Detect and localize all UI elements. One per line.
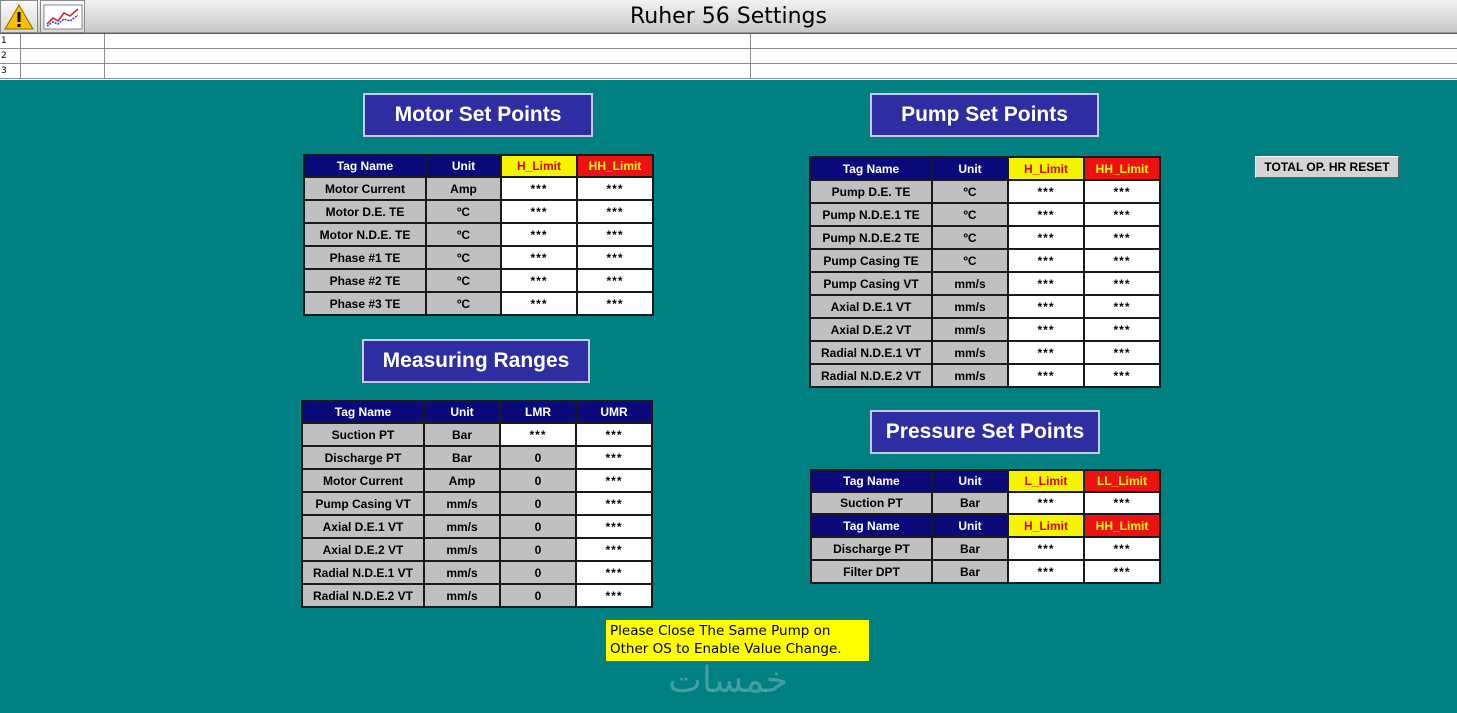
- umr-value[interactable]: ***: [576, 469, 652, 492]
- unit: ºC: [426, 269, 501, 292]
- tag-name: Phase #3 TE: [304, 292, 426, 315]
- grid-row[interactable]: [0, 64, 1457, 79]
- tag-name: Suction PT: [811, 492, 932, 514]
- pump-set-points-table: [809, 156, 1161, 388]
- tag-name: Phase #2 TE: [304, 269, 426, 292]
- col-h-limit: H_Limit: [1008, 514, 1084, 537]
- tag-name: Discharge PT: [811, 537, 932, 560]
- tag-name: Pump D.E. TE: [810, 180, 932, 203]
- table-row: [304, 292, 653, 315]
- h-limit-value[interactable]: ***: [1008, 295, 1084, 318]
- hh-limit-value[interactable]: ***: [1084, 537, 1160, 560]
- h-limit-value[interactable]: ***: [1008, 226, 1084, 249]
- unit: ºC: [932, 203, 1008, 226]
- col-unit: Unit: [932, 157, 1008, 180]
- h-limit-value[interactable]: ***: [1008, 318, 1084, 341]
- tag-name: Motor Current: [302, 469, 424, 492]
- table-row: [302, 423, 652, 446]
- hh-limit-value[interactable]: ***: [1084, 226, 1160, 249]
- tag-name: Radial N.D.E.2 VT: [810, 364, 932, 387]
- unit: mm/s: [932, 272, 1008, 295]
- lmr-value[interactable]: ***: [500, 423, 576, 446]
- table-row: [302, 584, 652, 607]
- hh-limit-value[interactable]: ***: [1084, 341, 1160, 364]
- unit: ºC: [426, 223, 501, 246]
- tag-name: Radial N.D.E.2 VT: [302, 584, 424, 607]
- tag-name: Discharge PT: [302, 446, 424, 469]
- warning-icon: [4, 3, 34, 31]
- lmr-value: 0: [500, 515, 576, 538]
- h-limit-value[interactable]: ***: [1008, 560, 1084, 583]
- window-title: Ruher 56 Settings: [630, 4, 827, 29]
- unit: ºC: [426, 200, 501, 223]
- hh-limit-value[interactable]: ***: [1084, 560, 1160, 583]
- measuring-ranges-header: Measuring Ranges: [362, 339, 590, 383]
- hh-limit-value[interactable]: ***: [1084, 203, 1160, 226]
- lmr-value: 0: [500, 538, 576, 561]
- motor-set-points-table: [303, 154, 654, 316]
- unit: Bar: [932, 537, 1008, 560]
- table-row: [302, 538, 652, 561]
- col-tag-name: Tag Name: [810, 157, 932, 180]
- unit: ºC: [932, 249, 1008, 272]
- umr-value[interactable]: ***: [576, 446, 652, 469]
- unit: Bar: [932, 492, 1008, 514]
- h-limit-value[interactable]: ***: [1008, 249, 1084, 272]
- hh-limit-value[interactable]: ***: [577, 269, 653, 292]
- col-hh-limit: HH_Limit: [577, 155, 653, 177]
- tag-name: Axial D.E.2 VT: [302, 538, 424, 561]
- umr-value[interactable]: ***: [576, 538, 652, 561]
- h-limit-value[interactable]: ***: [501, 269, 577, 292]
- hh-limit-value[interactable]: ***: [577, 223, 653, 246]
- tag-name: Motor Current: [304, 177, 426, 200]
- umr-value[interactable]: ***: [576, 584, 652, 607]
- tag-name: Radial N.D.E.1 VT: [810, 341, 932, 364]
- pressure-set-points-table: [810, 469, 1161, 584]
- umr-value[interactable]: ***: [576, 423, 652, 446]
- table-row: [810, 341, 1160, 364]
- table-row: [304, 246, 653, 269]
- unit: mm/s: [932, 341, 1008, 364]
- hh-limit-value[interactable]: ***: [1084, 180, 1160, 203]
- col-hh-limit: HH_Limit: [1084, 157, 1160, 180]
- trend-icon: [43, 4, 83, 30]
- table-row: [810, 249, 1160, 272]
- table-row: [811, 492, 1160, 514]
- motor-set-points-header: Motor Set Points: [363, 93, 593, 137]
- tag-name: Motor N.D.E. TE: [304, 223, 426, 246]
- col-lmr: LMR: [500, 401, 576, 423]
- row-number: 1: [1, 36, 7, 46]
- table-row: [302, 492, 652, 515]
- col-unit: Unit: [426, 155, 501, 177]
- h-limit-value[interactable]: ***: [501, 246, 577, 269]
- hh-limit-value[interactable]: ***: [577, 200, 653, 223]
- hh-limit-value[interactable]: ***: [1084, 295, 1160, 318]
- table-row: [304, 200, 653, 223]
- col-tag-name: Tag Name: [302, 401, 424, 423]
- watermark-logo: خمسات: [667, 660, 789, 701]
- unit: mm/s: [932, 364, 1008, 387]
- col-h-limit: H_Limit: [1008, 157, 1084, 180]
- table-row: [304, 177, 653, 200]
- hh-limit-value[interactable]: ***: [1084, 364, 1160, 387]
- table-row: [302, 446, 652, 469]
- title-bar: [0, 0, 1457, 33]
- tag-name: Pump Casing VT: [302, 492, 424, 515]
- unit: mm/s: [932, 318, 1008, 341]
- table-row: [302, 561, 652, 584]
- unit: mm/s: [424, 584, 500, 607]
- tag-name: Pump N.D.E.2 TE: [810, 226, 932, 249]
- table-row: [810, 272, 1160, 295]
- warning-button[interactable]: [0, 0, 38, 33]
- col-tag-name: Tag Name: [304, 155, 426, 177]
- hh-limit-value[interactable]: ***: [577, 292, 653, 315]
- total-op-hr-reset-button[interactable]: TOTAL OP. HR RESET: [1255, 156, 1399, 178]
- col-ll-limit: LL_Limit: [1084, 470, 1160, 492]
- hh-limit-value[interactable]: ***: [577, 177, 653, 200]
- ll-limit-value[interactable]: ***: [1084, 492, 1160, 514]
- tag-name: Axial D.E.2 VT: [810, 318, 932, 341]
- table-row: [811, 537, 1160, 560]
- unit: ºC: [932, 226, 1008, 249]
- grid-row[interactable]: [0, 34, 1457, 49]
- table-row: [810, 318, 1160, 341]
- unit: Bar: [424, 446, 500, 469]
- notice-message: [606, 620, 869, 661]
- table-row: [810, 180, 1160, 203]
- notice-line-1: Please Close The Same Pump on: [610, 623, 831, 639]
- h-limit-value[interactable]: ***: [501, 200, 577, 223]
- unit: Bar: [424, 423, 500, 446]
- l-limit-value[interactable]: ***: [1008, 492, 1084, 514]
- table-row: [810, 226, 1160, 249]
- h-limit-value[interactable]: ***: [1008, 537, 1084, 560]
- table-row: [811, 560, 1160, 583]
- unit: ºC: [426, 246, 501, 269]
- lmr-value: 0: [500, 492, 576, 515]
- col-h-limit: H_Limit: [501, 155, 577, 177]
- h-limit-value[interactable]: ***: [501, 223, 577, 246]
- h-limit-value[interactable]: ***: [1008, 203, 1084, 226]
- h-limit-value[interactable]: ***: [1008, 364, 1084, 387]
- col-l-limit: L_Limit: [1008, 470, 1084, 492]
- table-row: [302, 469, 652, 492]
- pump-set-points-header: Pump Set Points: [870, 93, 1099, 137]
- unit: mm/s: [424, 492, 500, 515]
- h-limit-value[interactable]: ***: [1008, 180, 1084, 203]
- unit: Amp: [426, 177, 501, 200]
- grid-row[interactable]: [0, 49, 1457, 64]
- unit: mm/s: [424, 538, 500, 561]
- col-hh-limit: HH_Limit: [1084, 514, 1160, 537]
- table-row: [810, 295, 1160, 318]
- umr-value[interactable]: ***: [576, 515, 652, 538]
- tag-name: Phase #1 TE: [304, 246, 426, 269]
- row-number: 2: [1, 51, 7, 61]
- tag-name: Axial D.E.1 VT: [810, 295, 932, 318]
- lmr-value: 0: [500, 469, 576, 492]
- notice-line-2: Other OS to Enable Value Change.: [610, 641, 842, 657]
- hh-limit-value[interactable]: ***: [1084, 318, 1160, 341]
- row-strip: [0, 34, 1457, 80]
- tag-name: Motor D.E. TE: [304, 200, 426, 223]
- row-number: 3: [1, 66, 7, 76]
- h-limit-value[interactable]: ***: [501, 292, 577, 315]
- tag-name: Filter DPT: [811, 560, 932, 583]
- table-row: [810, 364, 1160, 387]
- h-limit-value[interactable]: ***: [1008, 272, 1084, 295]
- tag-name: Pump Casing TE: [810, 249, 932, 272]
- lmr-value: 0: [500, 584, 576, 607]
- tag-name: Radial N.D.E.1 VT: [302, 561, 424, 584]
- unit: Amp: [424, 469, 500, 492]
- col-unit: Unit: [932, 470, 1008, 492]
- hh-limit-value[interactable]: ***: [577, 246, 653, 269]
- col-unit: Unit: [932, 514, 1008, 537]
- trend-button[interactable]: [40, 0, 85, 33]
- lmr-value: 0: [500, 446, 576, 469]
- unit: mm/s: [424, 515, 500, 538]
- h-limit-value[interactable]: ***: [1008, 341, 1084, 364]
- lmr-value: 0: [500, 561, 576, 584]
- table-row: [810, 203, 1160, 226]
- tag-name: Pump Casing VT: [810, 272, 932, 295]
- pressure-set-points-header: Pressure Set Points: [870, 410, 1100, 454]
- col-tag-name: Tag Name: [811, 514, 932, 537]
- table-row: [304, 223, 653, 246]
- unit: ºC: [426, 292, 501, 315]
- h-limit-value[interactable]: ***: [501, 177, 577, 200]
- tag-name: Pump N.D.E.1 TE: [810, 203, 932, 226]
- col-tag-name: Tag Name: [811, 470, 932, 492]
- tag-name: Axial D.E.1 VT: [302, 515, 424, 538]
- umr-value[interactable]: ***: [576, 561, 652, 584]
- hh-limit-value[interactable]: ***: [1084, 249, 1160, 272]
- col-unit: Unit: [424, 401, 500, 423]
- umr-value[interactable]: ***: [576, 492, 652, 515]
- hh-limit-value[interactable]: ***: [1084, 272, 1160, 295]
- unit: mm/s: [932, 295, 1008, 318]
- measuring-ranges-table: [301, 400, 653, 608]
- table-row: [302, 515, 652, 538]
- table-row: [304, 269, 653, 292]
- unit: mm/s: [424, 561, 500, 584]
- unit: ºC: [932, 180, 1008, 203]
- unit: Bar: [932, 560, 1008, 583]
- col-umr: UMR: [576, 401, 652, 423]
- tag-name: Suction PT: [302, 423, 424, 446]
